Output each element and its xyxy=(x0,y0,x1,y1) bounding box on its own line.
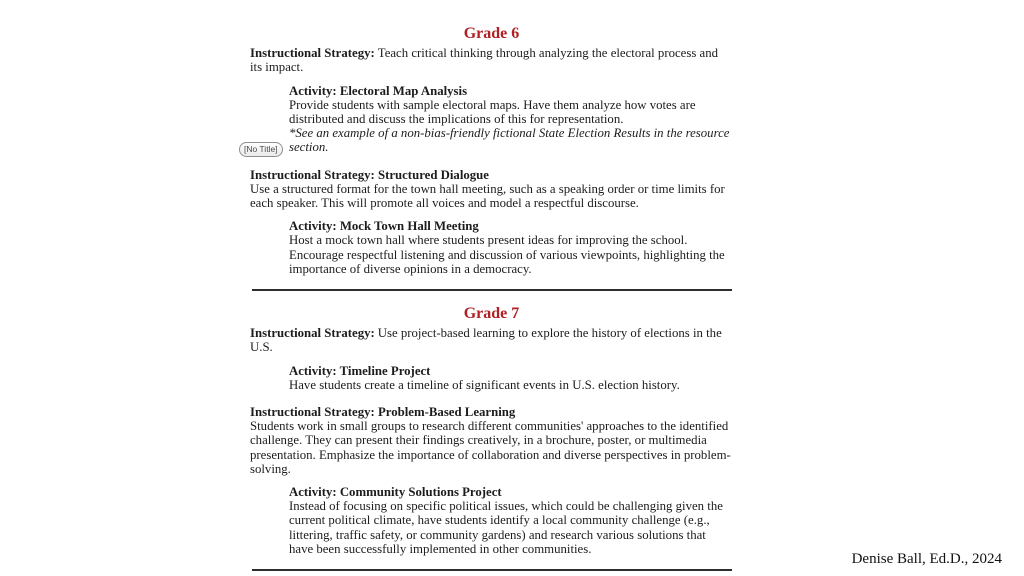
instructional-strategy-paragraph xyxy=(250,46,733,74)
instructional-strategy-text: Students work in small groups to research different communities' approaches to the identified challenge. They can present their findings creatively, in a brochure, poster, or multimedia presentation. Emphasize the importance of collaboration and diverse perspectives in problem-solving. xyxy=(250,419,731,476)
grade-7-heading: Grade 7 xyxy=(463,305,520,323)
instructional-strategy-paragraph xyxy=(250,326,733,354)
document-content xyxy=(250,27,733,576)
activity-heading: Activity: Mock Town Hall Meeting xyxy=(289,219,479,234)
instructional-strategy-text: Use a structured format for the town hall meeting, such as a speaking order or time limits for each speaker. This will promote all voices and model a respectful discourse. xyxy=(250,181,725,211)
activity-block-mock-town-hall xyxy=(289,219,733,276)
activity-heading: Activity: Timeline Project xyxy=(289,363,431,378)
activity-block-community-solutions xyxy=(289,485,733,556)
section-grade-7 xyxy=(250,307,733,556)
instructional-strategy-text: Use project-based learning to explore the history of elections in the U.S. xyxy=(250,326,722,355)
instructional-strategy-problem-based xyxy=(250,405,733,476)
instructional-strategy-heading: Instructional Strategy: Problem-Based Learning xyxy=(250,405,516,420)
section-grade-6 xyxy=(250,27,733,276)
activity-note: *See an example of a non-bias-friendly fictional State Election Results in the resource section. xyxy=(289,126,730,155)
activity-text: Host a mock town hall where students present ideas for improving the school. Encourage respectful listening and discussion of various viewpoints, highlighting the importance of diverse opinions in a democracy. xyxy=(289,233,725,276)
section-divider xyxy=(252,289,732,291)
activity-heading: Activity: Electoral Map Analysis xyxy=(289,83,468,98)
activity-text: Instead of focusing on specific political issues, which could be challenging given the current political climate, have students identify a local community challenge (e.g., littering, traffic safety, or community gardens) and research various solutions that have been successfully implemented in other communities. xyxy=(289,499,723,556)
no-title-badge[interactable]: [No Title] xyxy=(239,142,283,157)
activity-block-electoral-map xyxy=(289,84,733,155)
activity-heading: Activity: Community Solutions Project xyxy=(289,485,502,500)
instructional-strategy-structured-dialogue xyxy=(250,168,733,211)
instructional-strategy-label: Instructional Strategy: xyxy=(250,46,375,61)
instructional-strategy-heading: Instructional Strategy: Structured Dialogue xyxy=(250,167,489,182)
section-divider xyxy=(252,569,732,571)
activity-text: Have students create a timeline of significant events in U.S. election history. xyxy=(289,377,680,392)
activity-block-timeline-project xyxy=(289,364,733,392)
instructional-strategy-text: Teach critical thinking through analyzing the electoral process and its impact. xyxy=(250,46,718,75)
author-credit: Denise Ball, Ed.D., 2024 xyxy=(851,551,1002,567)
grade-6-heading: Grade 6 xyxy=(463,25,520,42)
activity-text: Provide students with sample electoral maps. Have them analyze how votes are distributed and discuss the implications of this for representation. xyxy=(289,97,696,127)
instructional-strategy-label: Instructional Strategy: xyxy=(250,326,375,341)
